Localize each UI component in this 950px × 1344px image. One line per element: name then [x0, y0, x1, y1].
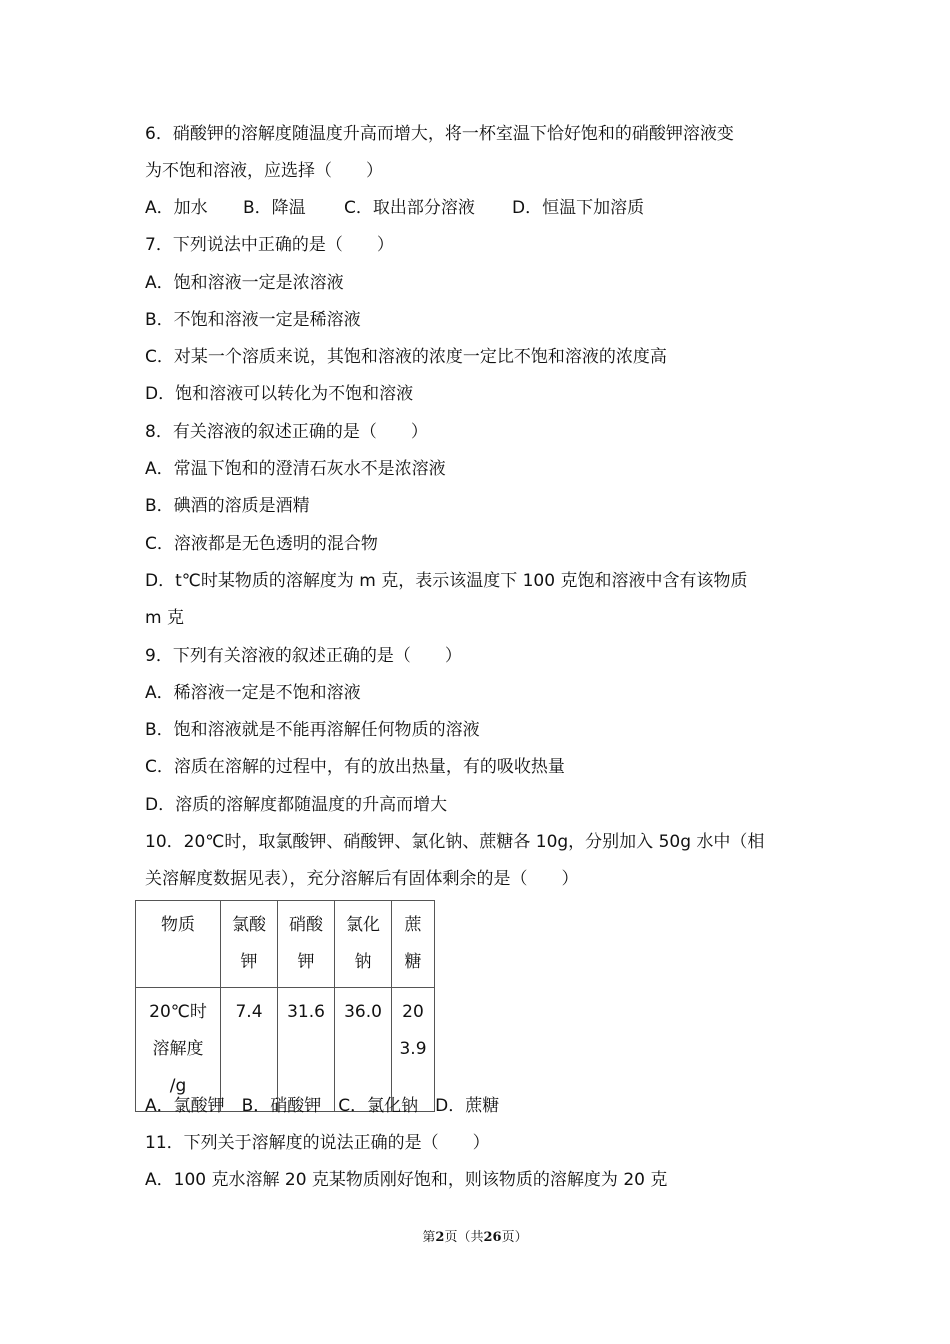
q8-option-d-line1: D．t℃时某物质的溶解度为 m 克，表示该温度下 100 克饱和溶液中含有该物质 — [145, 571, 748, 591]
q11-stem: 11．下列关于溶解度的说法正确的是（ ） — [145, 1133, 490, 1153]
q8-option-c: C．溶液都是无色透明的混合物 — [145, 534, 378, 554]
q8-option-d-line2: m 克 — [145, 608, 184, 628]
q8-stem: 8．有关溶液的叙述正确的是（ ） — [145, 422, 428, 442]
table-cell-kclo3: 7.4 — [221, 988, 278, 1112]
q9-option-b: B．饱和溶液就是不能再溶解任何物质的溶液 — [145, 720, 480, 740]
q7-option-c: C．对某一个溶质来说，其饱和溶液的浓度一定比不饱和溶液的浓度高 — [145, 347, 667, 367]
q6-option-d: D．恒温下加溶质 — [512, 198, 645, 218]
table-row — [136, 988, 435, 1112]
q9-option-c: C．溶质在溶解的过程中，有的放出热量，有的吸收热量 — [145, 757, 565, 777]
q9-option-a: A．稀溶液一定是不饱和溶液 — [145, 683, 361, 703]
q6-option-b: B．降温 — [243, 198, 306, 218]
q10-stem-line1: 10．20℃时，取氯酸钾、硝酸钾、氯化钠、蔗糖各 10g，分别加入 50g 水中（相 — [145, 832, 765, 852]
table-header-kno3: 硝酸 钾 — [278, 901, 335, 988]
q7-stem: 7．下列说法中正确的是（ ） — [145, 235, 394, 255]
table-header-kclo3: 氯酸 钾 — [221, 901, 278, 988]
solubility-table — [135, 900, 435, 1112]
q10-stem-line2: 关溶解度数据见表），充分溶解后有固体剩余的是（ ） — [145, 869, 579, 889]
q6-stem-line2: 为不饱和溶液，应选择（ ） — [145, 161, 383, 181]
footer-page-number: 2 — [435, 1230, 445, 1245]
table-header-substance: 物质 — [136, 901, 221, 988]
q6-options — [145, 196, 825, 220]
table-row-label: 20℃时 溶解度 /g — [136, 988, 221, 1112]
q8-option-a: A．常温下饱和的澄清石灰水不是浓溶液 — [145, 459, 446, 479]
q11-option-a: A．100 克水溶解 20 克某物质刚好饱和，则该物质的溶解度为 20 克 — [145, 1170, 668, 1190]
table-cell-sucrose: 20 3.9 — [392, 988, 435, 1112]
q6-option-c: C．取出部分溶液 — [344, 198, 475, 218]
q7-option-b: B．不饱和溶液一定是稀溶液 — [145, 310, 361, 330]
table-cell-kno3: 31.6 — [278, 988, 335, 1112]
table-header-sucrose: 蔗 糖 — [392, 901, 435, 988]
q8-option-b: B．碘酒的溶质是酒精 — [145, 496, 310, 516]
table-header-row — [136, 901, 435, 988]
q7-option-d: D．饱和溶液可以转化为不饱和溶液 — [145, 384, 414, 404]
q7-option-a: A．饱和溶液一定是浓溶液 — [145, 273, 344, 293]
footer-total-pages: 26 — [483, 1230, 502, 1245]
q6-option-a: A．加水 — [145, 198, 208, 218]
table-cell-nacl: 36.0 — [335, 988, 392, 1112]
q9-option-d: D．溶质的溶解度都随温度的升高而增大 — [145, 795, 448, 815]
q10-options: A．氯酸钾 B．硝酸钾 C．氯化钠 D．蔗糖 — [145, 1096, 500, 1116]
q6-stem-line1: 6．硝酸钾的溶解度随温度升高而增大，将一杯室温下恰好饱和的硝酸钾溶液变 — [145, 124, 734, 144]
table-header-nacl: 氯化 钠 — [335, 901, 392, 988]
page-footer: 第2页（共26页） — [422, 1230, 528, 1245]
q9-stem: 9．下列有关溶液的叙述正确的是（ ） — [145, 646, 462, 666]
